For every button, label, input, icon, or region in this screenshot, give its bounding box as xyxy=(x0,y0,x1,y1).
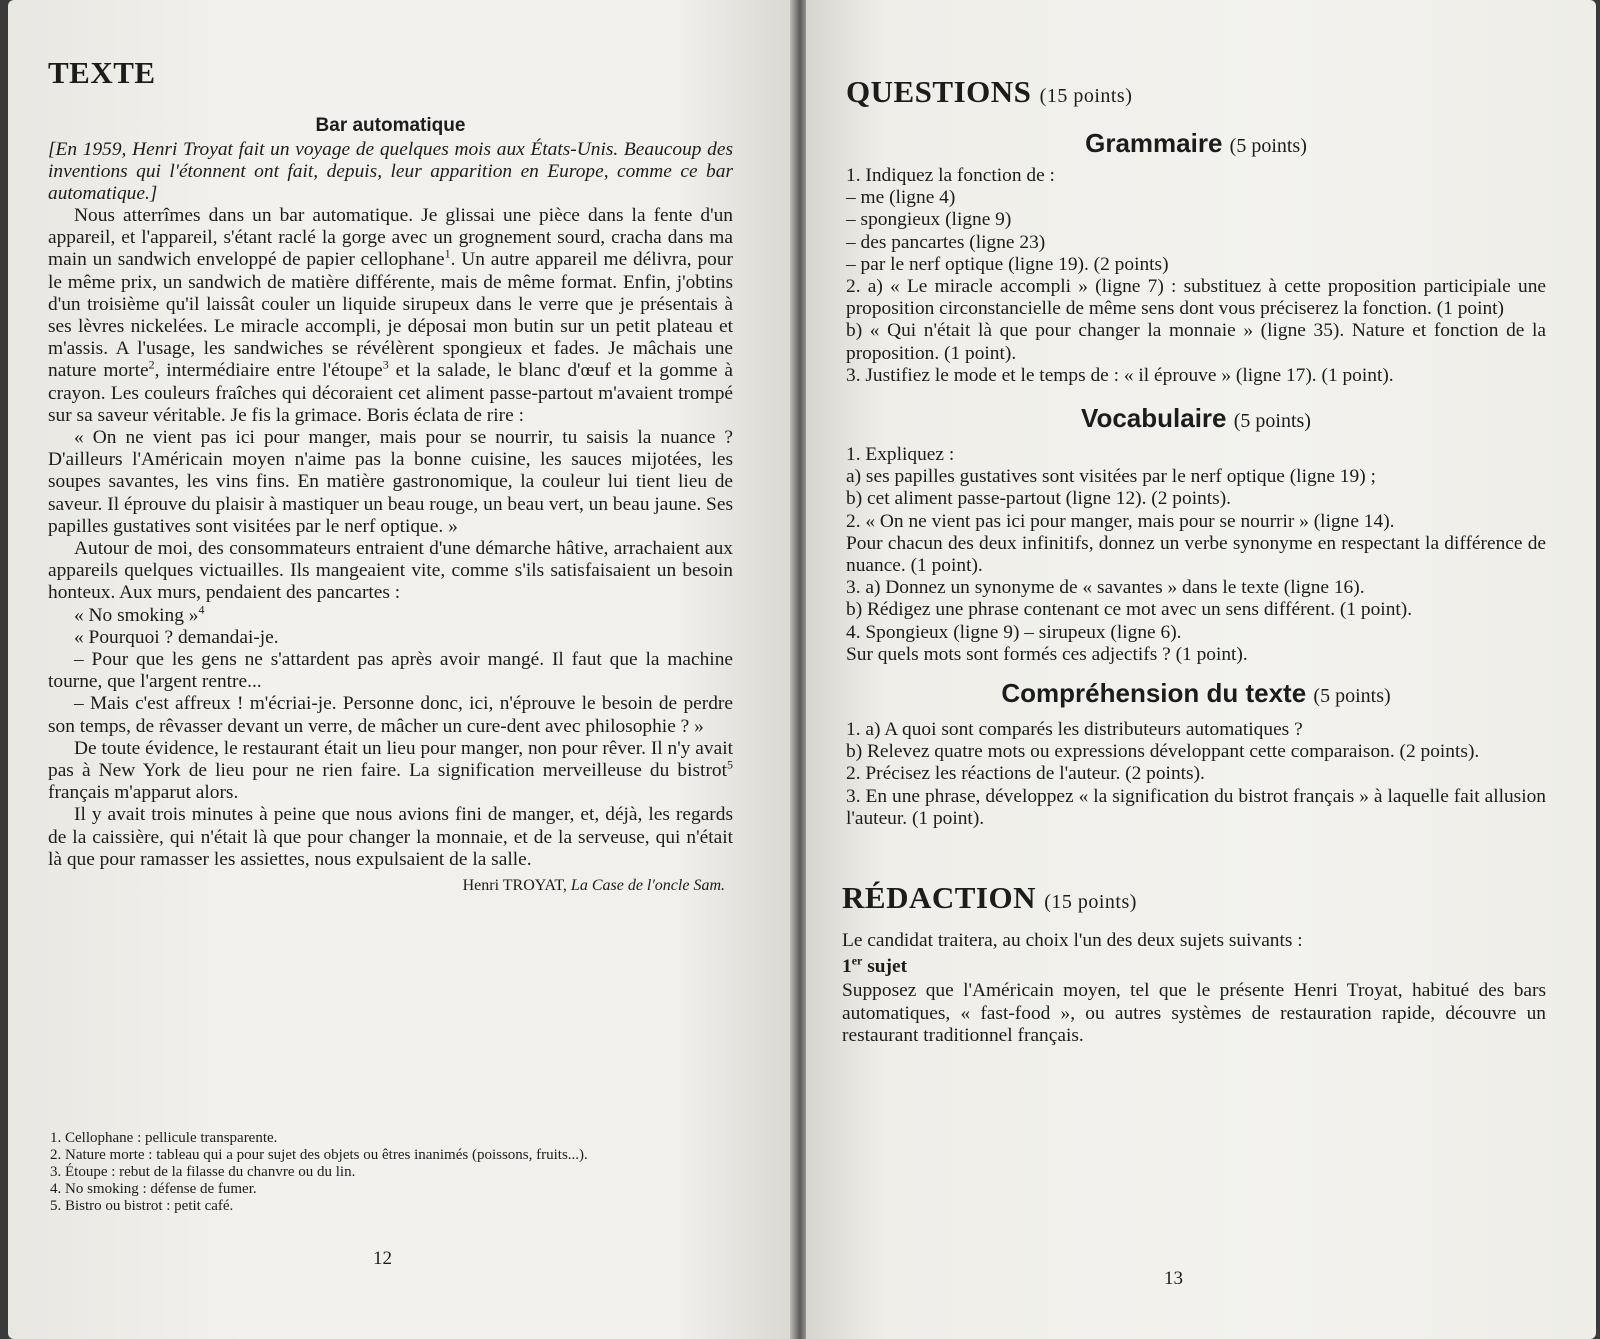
vocabulaire-line: 3. a) Donnez un synonyme de « savantes » dans le texte (ligne 16). xyxy=(846,577,1365,599)
texte-heading: TEXTE xyxy=(48,55,156,90)
paragraph-6: – Pour que les gens ne s'attardent pas après avoir mangé. Il faut que la machine tourne, que l'argent rentre... xyxy=(48,649,733,693)
footnote-ref-5: 5 xyxy=(727,757,733,772)
comprehension-line: 3. En une phrase, développez « la signification du bistrot français » à laquelle fait allusion l'auteur. (1 point). xyxy=(846,785,1546,829)
paragraph-8: De toute évidence, le restaurant était un lieu pour manger, non pour rêver. Il n'y avait pas à New York de lieu pour ne rien faire. La signification merveilleuse du bistrot$^5$ français m'apparut alors. xyxy=(48,737,733,804)
page-number-left: 12 xyxy=(373,1248,392,1269)
questions-heading: QUESTIONS (15 points) xyxy=(846,74,1133,109)
vocabulaire-line: a) ses papilles gustatives sont visitées par le nerf optique (ligne 19) ; xyxy=(846,466,1376,488)
footnote: 2. Nature morte : tableau qui a pour sujet des objets ou êtres inanimés (poissons, fruits...). xyxy=(50,1147,588,1163)
paragraph-1: Nous atterrîmes dans un bar automatique. Je glissai une pièce dans la fente d'un appareil, et l'appareil, s'étant raclé la gorge avec un grognement sourd, cracha dans ma main un sandwich enveloppé de papier cellophane$^1$. Un autre appareil me délivra, pour le même prix, un sandwich de matière différente, mais de même format. Enfin, j'obtins d'un troisième qu'il laissât couler un liquide sirupeux dans le verre que je présentais à ses lèvres nickelées. Le miracle accompli, je déposai mon butin sur un petit plateau et m'assis. A l'usage, les sandwiches se révélèrent spongieux et fades. Je mâchais une nature morte$^2$, intermédiaire entre l'étoupe$^3$ et la salade, le blanc d'œuf et la gomme à crayon. Les couleurs fraîches qui décoraient cet aliment passe-partout m'avaient trompé sur sa saveur véritable. Je fis la grimace. Boris éclata de rire : xyxy=(48,205,734,426)
redaction-intro: Le candidat traitera, au choix l'un des deux sujets suivants : xyxy=(842,930,1303,952)
grammaire-line: b) « Qui n'était là que pour changer la monnaie » (ligne 35). Nature et fonction de la proposition. (1 point). xyxy=(846,320,1546,364)
vocabulaire-line: 2. « On ne vient pas ici pour manger, mais pour se nourrir » (ligne 14). xyxy=(846,510,1395,532)
page-number-right: 13 xyxy=(1164,1268,1183,1289)
footnote: 1. Cellophane : pellicule transparente. xyxy=(50,1130,278,1146)
left-column xyxy=(48,55,733,895)
left-page xyxy=(8,0,794,1339)
grammaire-heading: Grammaire (5 points) xyxy=(1085,128,1307,158)
grammaire-line: – me (ligne 4) xyxy=(846,187,956,209)
vocabulaire-line: 1. Expliquez : xyxy=(846,444,955,466)
paragraph-7: – Mais c'est affreux ! m'écriai-je. Personne donc, ici, n'éprouve le besoin de perdre son temps, de rêvasser devant un verre, de mâcher un cure-dent avec philosophie ? » xyxy=(48,693,733,737)
paragraph-2: « On ne vient pas ici pour manger, mais pour se nourrir, tu saisis la nuance ? D'ailleurs l'Américain moyen n'aime pas la bonne cuisine, les sauces mijotées, les soupes savantes, les vins fins. En matière gastronomique, la couleur lui tient lieu de saveur. Il éprouve du plaisir à mastiquer un beau rouge, un beau vert, un beau jaune. Ses papilles gustatives sont visitées par le nerf optique. » xyxy=(48,427,733,537)
comprehension-line: 2. Précisez les réactions de l'auteur. (2 points). xyxy=(846,763,1205,785)
paragraph-3: Autour de moi, des consommateurs entraient d'une démarche hâtive, arrachaient aux appareils quelques victuailles. Ils mangeaient vite, comme s'ils satisfaisaient un besoin honteux. Aux murs, pendaient des pancartes : xyxy=(48,538,733,604)
source-citation xyxy=(48,877,725,895)
footnote: 5. Bistro ou bistrot : petit café. xyxy=(50,1198,234,1214)
footnote: 3. Étoupe : rebut de la filasse du chanvre ou du lin. xyxy=(50,1164,356,1180)
comprehension-line: b) Relevez quatre mots ou expressions développant cette comparaison. (2 points). xyxy=(846,741,1480,763)
paragraph-4: « No smoking »$^4$ xyxy=(74,602,205,626)
vocabulaire-line: b) Rédigez une phrase contenant ce mot avec un sens différent. (1 point). xyxy=(846,599,1413,621)
footnote-ref-3: 3 xyxy=(382,357,389,372)
footnote-ref-4: 4 xyxy=(198,602,205,617)
paragraph-9: Il y avait trois minutes à peine que nous avions fini de manger, et, déjà, les regards de la caissière, qui n'était là que pour changer la monnaie, et de la serveuse, qui n'était là que pour ramasser les assiettes, nous expulsaient de la salle. xyxy=(48,804,733,870)
grammaire-line: – spongieux (ligne 9) xyxy=(846,209,1012,231)
source-work: La Case de l'oncle Sam. xyxy=(570,877,725,895)
text-title: Bar automatique xyxy=(315,115,466,136)
right-column xyxy=(842,74,1546,1047)
text-intro: [En 1959, Henri Troyat fait un voyage de quelques mois aux États-Unis. Beaucoup des inventions qui l'étonnent ont fait, depuis, leur apparition en Europe, comme ce bar automatique.] xyxy=(48,139,733,204)
subject-label: 1er sujet xyxy=(842,953,908,978)
right-page xyxy=(806,0,1596,1339)
grammaire-line: – par le nerf optique (ligne 19). (2 points) xyxy=(846,253,1169,275)
footnote-ref-1: 1 xyxy=(444,246,451,261)
grammaire-line: 2. a) « Le miracle accompli » (ligne 7) : substituez à cette proposition participiale une proposition circonstancielle de même sens dont vous préciserez la fonction. (1 point) xyxy=(846,276,1546,320)
footnote-ref-2: 2 xyxy=(148,357,155,372)
redaction-heading: RÉDACTION (15 points) xyxy=(842,880,1137,916)
questions-points: (15 points) xyxy=(1039,85,1133,107)
vocabulaire-heading: Vocabulaire (5 points) xyxy=(1081,403,1311,434)
footnotes xyxy=(50,1130,730,1215)
vocabulaire-line: Pour chacun des deux infinitifs, donnez un verbe synonyme en respectant la différence de nuance. (1 point). xyxy=(846,532,1546,577)
footnote: 4. No smoking : défense de fumer. xyxy=(50,1181,257,1197)
vocabulaire-line: b) cet aliment passe-partout (ligne 12). (2 points). xyxy=(846,488,1232,510)
vocabulaire-line: 4. Spongieux (ligne 9) – sirupeux (ligne 6). xyxy=(846,621,1182,643)
grammaire-line: 1. Indiquez la fonction de : xyxy=(846,165,1055,186)
comprehension-line: 1. a) A quoi sont comparés les distributeurs automatiques ? xyxy=(846,719,1303,741)
source-author: Henri TROYAT, xyxy=(462,877,567,895)
grammaire-line: 3. Justifiez le mode et le temps de : « il éprouve » (ligne 17). (1 point). xyxy=(846,364,1394,386)
comprehension-heading: Compréhension du texte (5 points) xyxy=(1001,678,1391,709)
grammaire-line: – des pancartes (ligne 23) xyxy=(846,231,1046,253)
paragraph-5: « Pourquoi ? demandai-je. xyxy=(74,626,279,648)
vocabulaire-line: Sur quels mots sont formés ces adjectifs ? (1 point). xyxy=(846,643,1248,665)
subject-text: Supposez que l'Américain moyen, tel que le présente Henri Troyat, habitué des bars automatiques, « fast-food », ou autres systèmes de restauration rapide, découvre un restaurant traditionnel français. xyxy=(842,980,1546,1046)
